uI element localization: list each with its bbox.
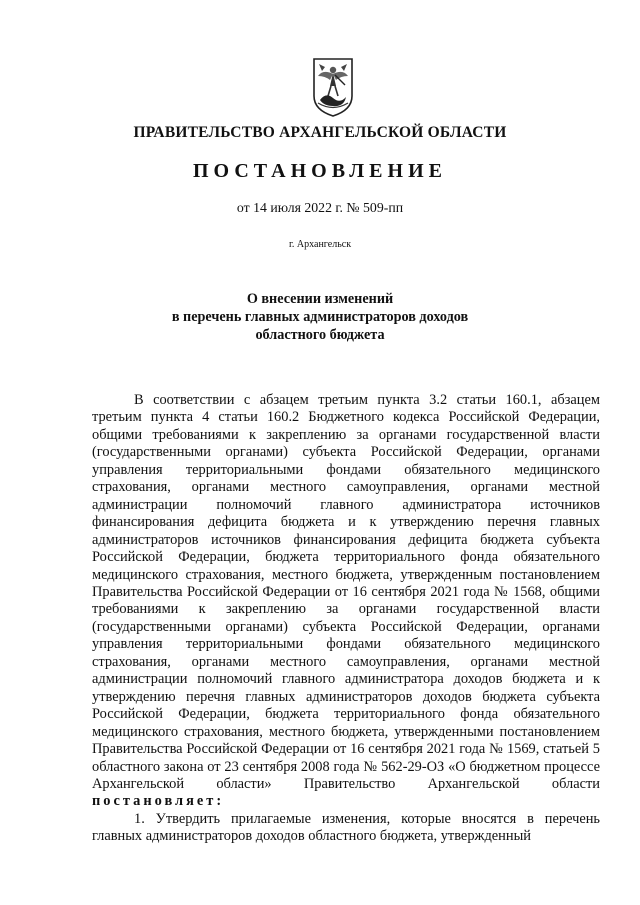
title-line-2: в перечень главных администраторов доходов — [171, 309, 469, 325]
document-body — [92, 392, 600, 846]
resolves-word: постановляет — [92, 793, 217, 810]
title-line-1: О внесении изменений — [246, 291, 394, 307]
title-line-3: областного бюджета — [255, 327, 385, 343]
body-paragraph-1 — [92, 392, 600, 811]
arkhangelsk-coat-of-arms-icon — [311, 56, 355, 118]
date-and-number: от 14 июля 2022 г. № 509-пп — [236, 200, 404, 215]
government-name: ПРАВИТЕЛЬСТВО АРХАНГЕЛЬСКОЙ ОБЛАСТИ — [133, 124, 507, 141]
document-title — [0, 290, 640, 344]
document-type: ПОСТАНОВЛЕНИЕ — [193, 160, 447, 182]
resolves-colon: : — [216, 793, 222, 810]
city: г. Архангельск — [288, 239, 352, 250]
body-paragraph-2: 1. Утвердить прилагаемые изменения, которые вносятся в перечень главных администраторов доходов областного бюджета, утвержденный — [92, 810, 600, 845]
preamble-text: В соответствии с абзацем третьим пункта 3.2 статьи 160.1, абзацем третьим пункта 4 статьи 160.2 Бюджетного кодекса Российской Федерации, общими требованиями к закреплению за органами государственной власти (государственными органами) субъекта Российской Федерации, органами управления территориальными фондами обязательного медицинского страхования, органами местного самоуправления, органами местной администрации полномочий главного администратора источников финансирования дефицита бюджета и к утверждению перечня главных администраторов источников финансирования дефицита бюджета субъекта Российской Федерации, бюджета территориального фонда обязательного медицинского страхования, местного бюджета, утвержденным постановлением Правительства Российской Федерации от 16 сентября 2021 года № 1568, общими требованиями к закреплению за органами государственной власти (государственными органами) субъекта Российской Федерации, органами управления территориальными фондами обязательного медицинского страхования, органами местного самоуправления, органами местной администрации полномочий главного администратора доходов бюджета и к утверждению перечня главных администраторов доходов бюджета субъекта Российской Федерации, бюджета территориального фонда обязательного медицинского страхования, местного бюджета, утвержденными постановлением Правительства Российской Федерации от 16 сентября 2021 года № 1569, статьей 5 областного закона от 23 сентября 2008 года № 562-29-ОЗ «О бюджетном процессе Архангельской области» Правительство Архангельской области — [92, 392, 600, 792]
